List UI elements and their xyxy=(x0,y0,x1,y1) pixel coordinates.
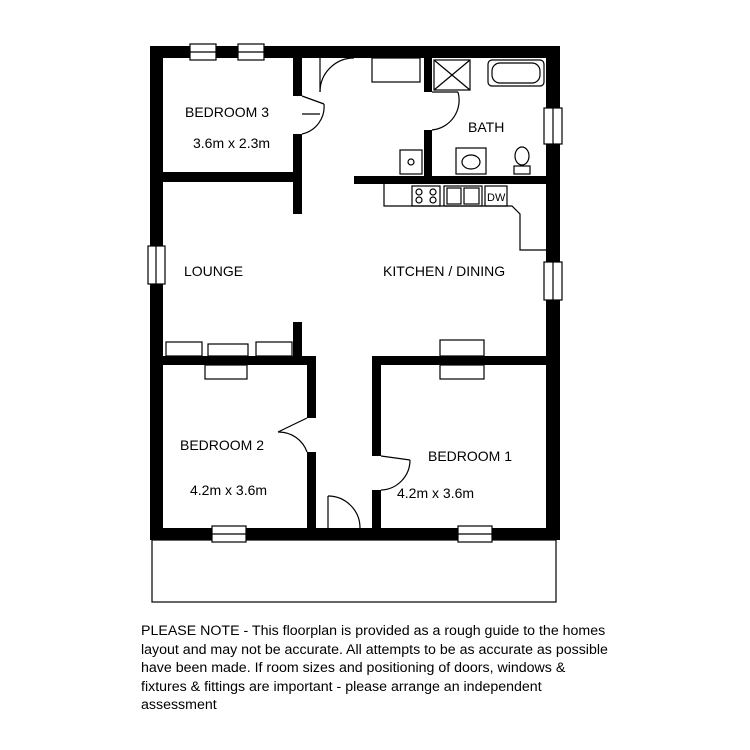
bedroom3-label: BEDROOM 3 xyxy=(185,104,270,120)
bedroom1-size: 4.2m x 3.6m xyxy=(397,485,475,501)
bedroom2-size: 4.2m x 3.6m xyxy=(190,482,268,498)
disclaimer-note: PLEASE NOTE - This floorplan is provided as a rough guide to the homes layout and may not be accurate. All attempts to be as accurate as possible have been made. If room sizes and positioning of doors, windows & fixtures & fittings are important - please arrange an independent assessment xyxy=(141,623,608,713)
bath-label: BATH xyxy=(468,119,505,135)
verandah xyxy=(152,540,556,602)
bedroom3-size: 3.6m x 2.3m xyxy=(193,135,271,151)
lounge-label: LOUNGE xyxy=(184,263,244,279)
kitchen-dining-label: KITCHEN / DINING xyxy=(383,263,506,279)
bedroom1-label: BEDROOM 1 xyxy=(428,448,513,464)
bedroom2-label: BEDROOM 2 xyxy=(180,437,265,453)
dishwasher-label: DW xyxy=(487,192,506,204)
